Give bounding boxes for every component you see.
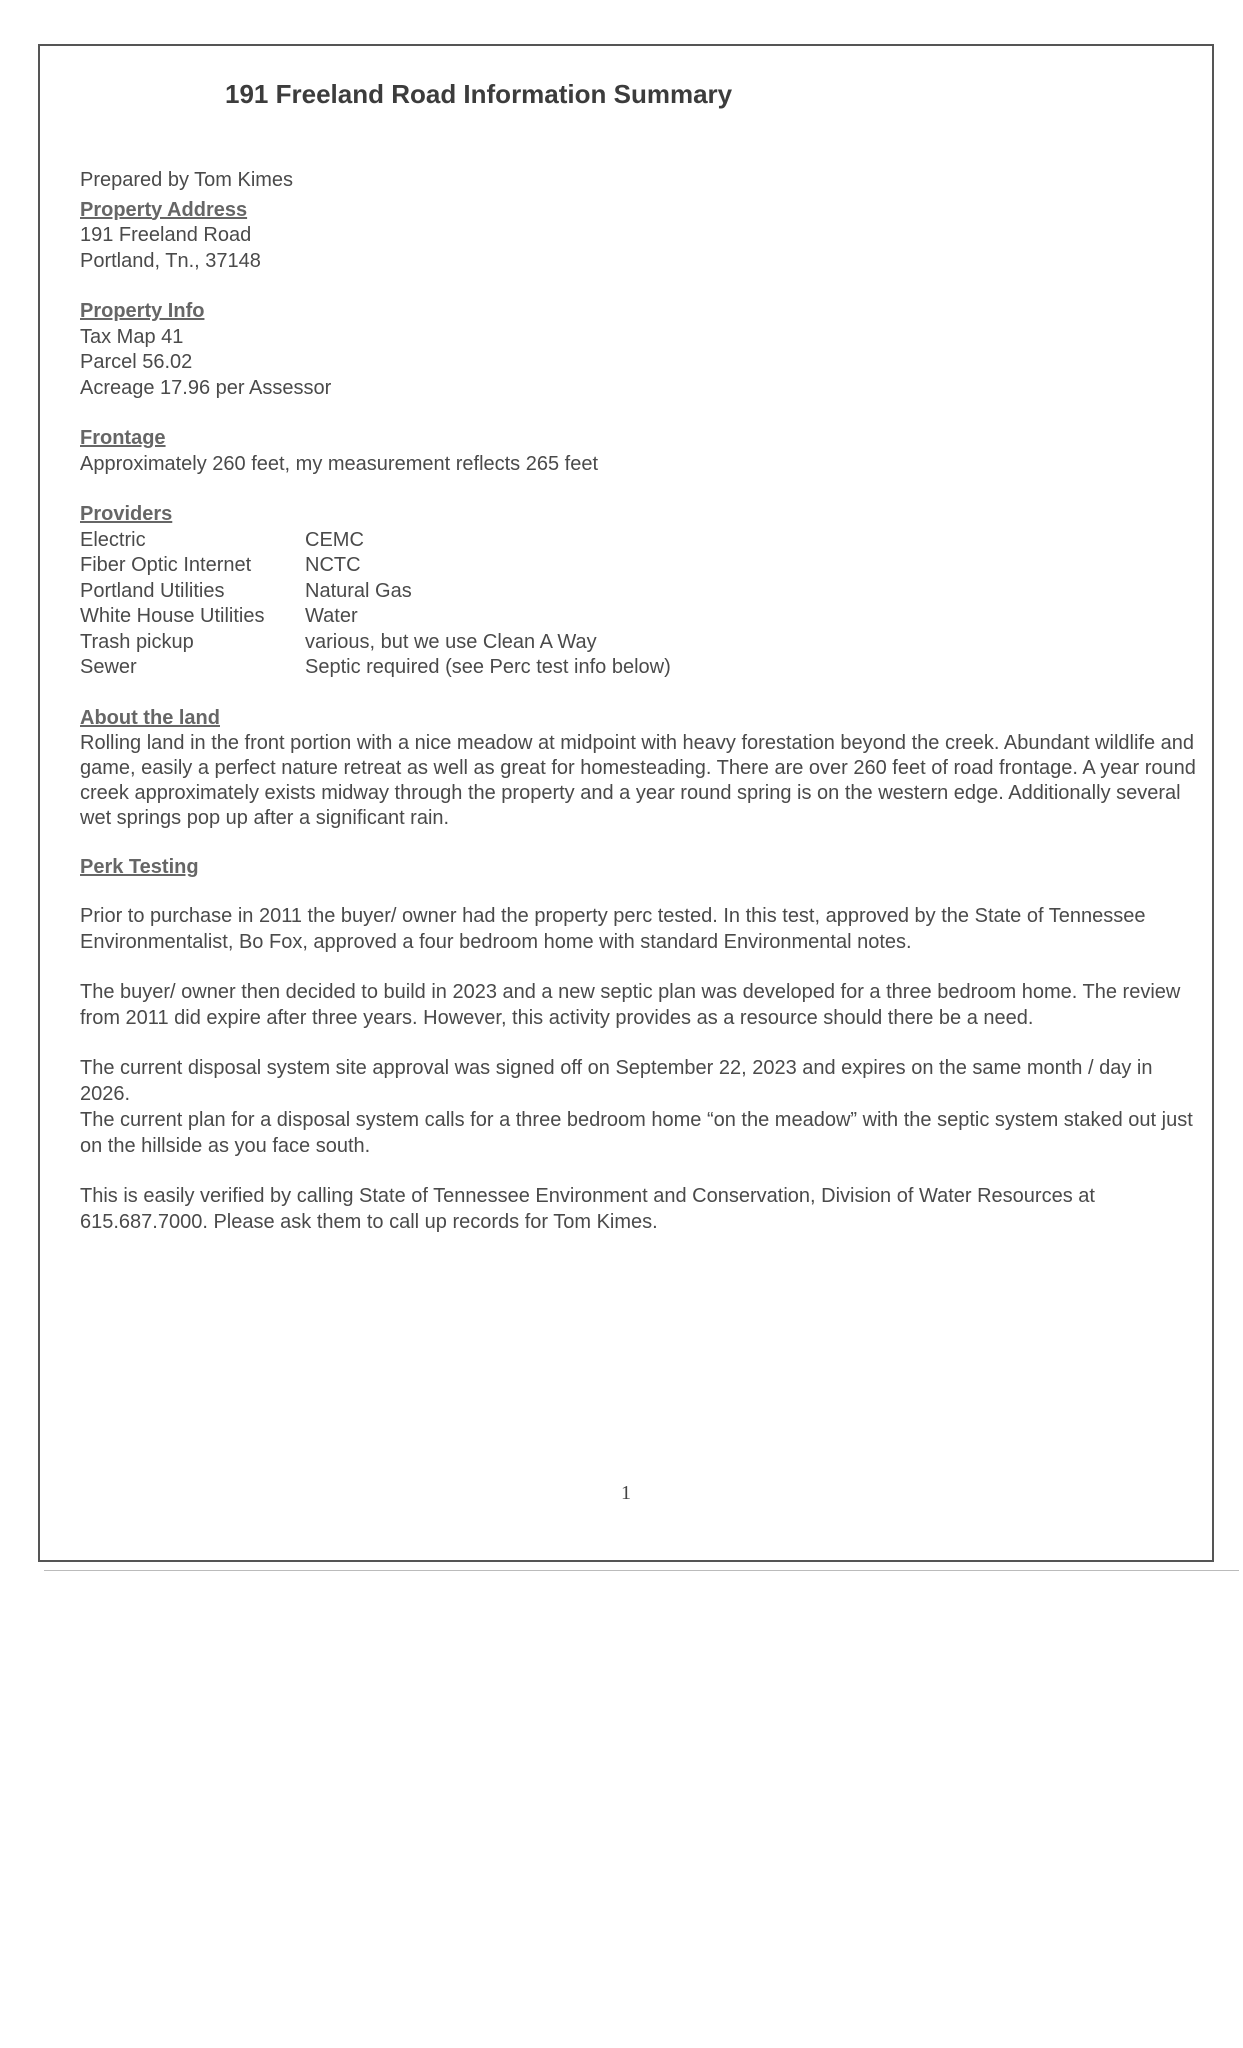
provider-value: various, but we use Clean A Way [305, 630, 597, 653]
perk-testing-heading: Perk Testing [80, 856, 199, 878]
property-address-heading: Property Address [80, 198, 248, 221]
provider-row [80, 604, 1200, 630]
frontage-text: Approximately 260 feet, my measurement reflects 265 feet [80, 452, 599, 475]
acreage: Acreage 17.96 per Assessor [80, 376, 332, 399]
property-address-section [80, 198, 1200, 275]
provider-value: CEMC [305, 528, 364, 551]
address-line-2: Portland, Tn., 37148 [80, 249, 261, 272]
parcel: Parcel 56.02 [80, 351, 193, 373]
provider-name: Portland Utilities [80, 579, 225, 602]
provider-name: Fiber Optic Internet [80, 554, 252, 576]
property-info-section [80, 299, 1200, 401]
scan-edge-line [44, 1570, 1239, 1571]
perk-paragraph: This is easily verified by calling State of Tennessee Environment and Conservation, Division of Water Resources at 615.687.7000. Please ask them to call up records for Tom Kimes. [80, 1184, 1095, 1233]
perk-paragraph: Prior to purchase in 2011 the buyer/ owner had the property perc tested. In this test, approved by the State of Tennessee Environmentalist, Bo Fox, approved a four bedroom home with standard Environmental notes. [80, 904, 1146, 953]
page-number: 1 [621, 1482, 631, 1504]
provider-value: NCTC [305, 554, 361, 576]
perk-paragraph: The current disposal system site approval was signed off on September 22, 2023 and expires on the same month / day in 2026. [80, 1056, 1153, 1105]
provider-name: White House Utilities [80, 605, 265, 627]
property-info-heading: Property Info [80, 300, 205, 322]
frontage-heading: Frontage [80, 427, 166, 449]
provider-row [80, 655, 1200, 681]
provider-row [80, 579, 1200, 605]
document-page [38, 44, 1214, 1562]
about-land-section [80, 706, 1200, 832]
perk-paragraph: The buyer/ owner then decided to build in 2023 and a new septic plan was developed for a three bedroom home. The review from 2011 did expire after three years. However, this activity provides as a resource should there be a need. [80, 980, 1181, 1029]
providers-section [80, 502, 1200, 681]
prepared-by: Prepared by Tom Kimes [80, 169, 294, 191]
provider-row [80, 630, 1200, 656]
provider-row [80, 553, 1200, 579]
document-body [80, 168, 1200, 1235]
provider-value: Natural Gas [305, 579, 412, 602]
about-land-heading: About the land [80, 706, 220, 729]
perk-testing-section [80, 855, 1200, 1235]
tax-map: Tax Map 41 [80, 325, 184, 348]
provider-name: Trash pickup [80, 630, 194, 653]
frontage-section [80, 426, 1200, 477]
provider-value: Water [305, 605, 358, 627]
document-title: 191 Freeland Road Information Summary [225, 79, 733, 109]
provider-name: Sewer [80, 656, 137, 678]
address-line-1: 191 Freeland Road [80, 224, 252, 246]
about-land-text: Rolling land in the front portion with a nice meadow at midpoint with heavy forestation beyond the creek. Abundant wildlife and game, easily a perfect nature retreat as well as great for homesteading. There are over 260 feet of road frontage. A year round creek approximately exists midway through the property and a year round spring is on the western edge. Additionally several wet springs pop up after a significant rain. [80, 732, 1196, 829]
provider-row [80, 528, 1200, 554]
provider-name: Electric [80, 528, 146, 551]
perk-paragraph: The current plan for a disposal system calls for a three bedroom home “on the meadow” with the septic system staked out just on the hillside as you face south. [80, 1108, 1193, 1157]
providers-heading: Providers [80, 503, 173, 525]
provider-value: Septic required (see Perc test info below) [305, 656, 671, 678]
